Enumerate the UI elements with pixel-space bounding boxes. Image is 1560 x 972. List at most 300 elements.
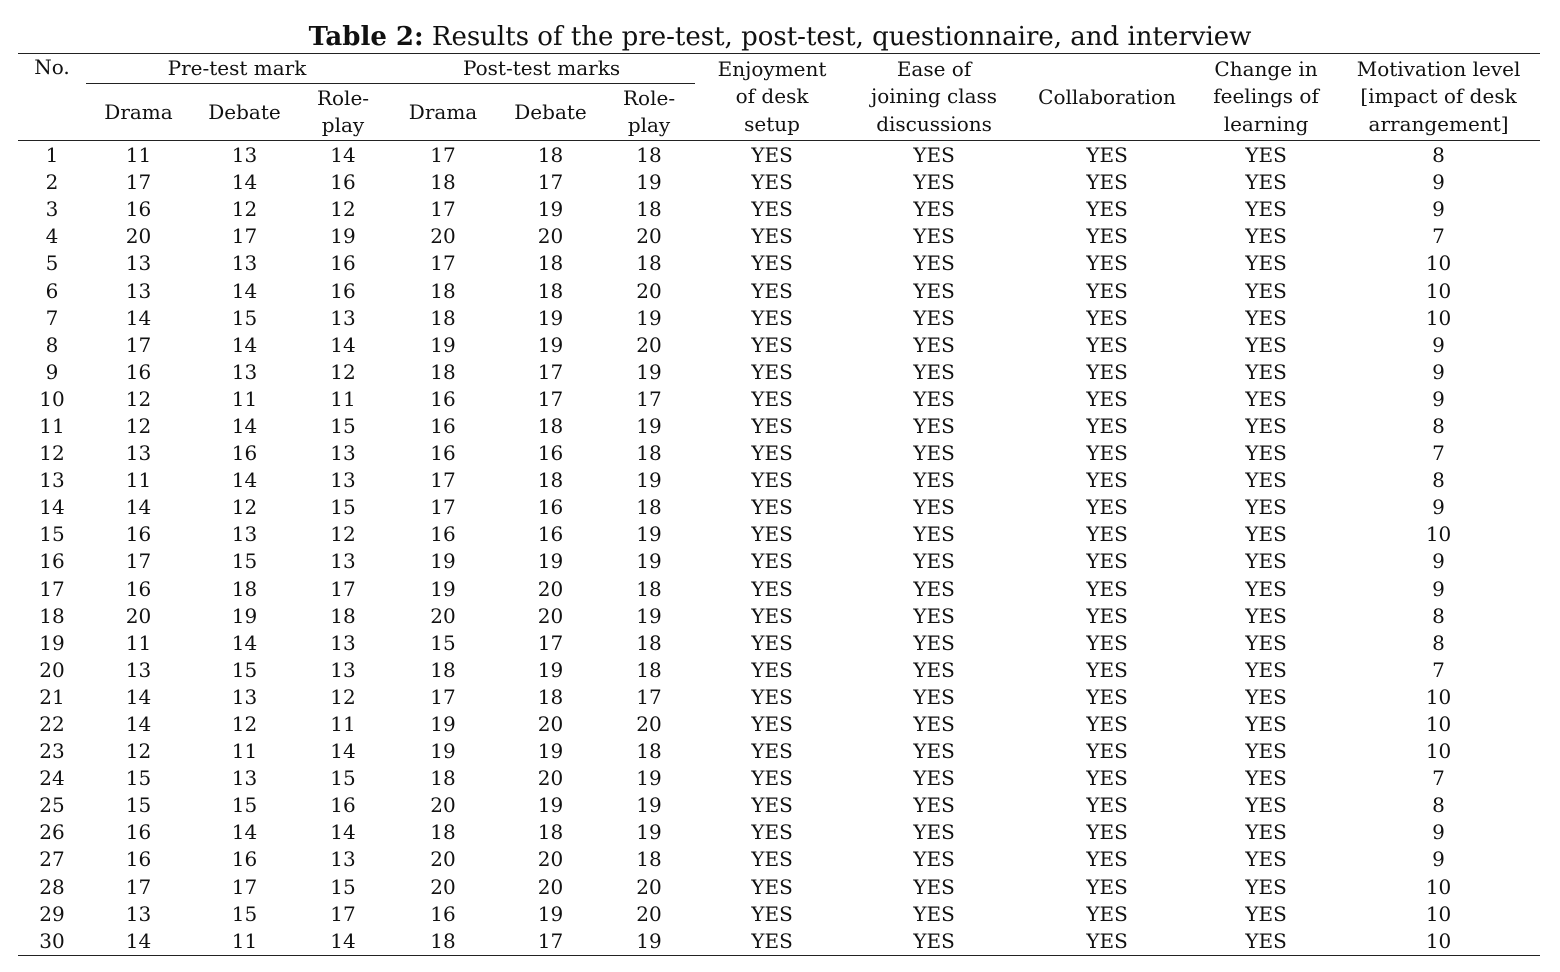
cell-post-drama: 16 [430,522,456,547]
table-row [18,630,1540,657]
cell-pre-role-play: 17 [330,576,356,601]
cell-post-drama: 18 [430,359,456,384]
cell-change-in-feelings: YES [1245,576,1287,601]
cell-pre-drama: 14 [125,684,152,709]
cell-change-in-feelings: YES [1245,468,1287,493]
cell-collaboration: YES [1086,820,1128,845]
cell-pre-debate: 11 [231,739,258,764]
cell-collaboration: YES [1086,170,1128,195]
cell-pre-role-play: 18 [330,603,356,628]
cell-post-drama: 17 [430,143,456,168]
table-row [18,928,1540,956]
cell-ease-of-joining: YES [913,413,955,438]
cell-ease-of-joining: YES [913,332,955,357]
cell-collaboration: YES [1086,197,1128,222]
cell-post-drama: 18 [430,820,456,845]
cell-no: 15 [39,522,65,547]
cell-no: 14 [39,495,65,520]
cell-pre-drama: 17 [125,332,152,357]
cell-post-drama: 20 [430,603,456,628]
cell-post-debate: 19 [537,739,564,764]
cell-change-in-feelings: YES [1245,820,1287,845]
cell-pre-drama: 11 [125,468,152,493]
cell-post-role-play: 19 [636,766,662,791]
cell-post-drama: 15 [430,630,456,655]
cell-motivation-level: 10 [1425,305,1452,330]
cell-change-in-feelings: YES [1245,630,1287,655]
caption-text: Results of the pre-test, post-test, questionnaire, and interview [423,22,1252,52]
cell-collaboration: YES [1086,413,1128,438]
cell-post-drama: 17 [430,468,456,493]
cell-pre-role-play: 14 [330,739,356,764]
cell-no: 18 [39,603,65,628]
cell-ease-of-joining: YES [913,495,955,520]
cell-pre-debate: 14 [231,332,258,357]
cell-collaboration: YES [1086,305,1128,330]
cell-post-drama: 16 [430,441,456,466]
cell-enjoyment: YES [751,874,793,899]
cell-enjoyment: YES [751,413,793,438]
cell-pre-debate: 12 [231,712,258,737]
cell-motivation-level: 8 [1432,468,1445,493]
cell-enjoyment: YES [751,630,793,655]
cell-pre-role-play: 11 [330,712,356,737]
cell-enjoyment: YES [751,197,793,222]
cell-post-debate: 20 [537,603,564,628]
cell-no: 27 [39,847,65,872]
cell-no: 12 [39,441,65,466]
cell-change-in-feelings: YES [1245,143,1287,168]
cell-post-role-play: 19 [636,928,662,953]
cell-enjoyment: YES [751,143,793,168]
caption-label: Table 2: [308,22,424,52]
cell-ease-of-joining: YES [913,522,955,547]
cell-enjoyment: YES [751,359,793,384]
cell-ease-of-joining: YES [913,928,955,953]
cell-motivation-level: 7 [1432,441,1445,466]
cell-post-drama: 18 [430,170,456,195]
cell-pre-role-play: 12 [330,522,356,547]
cell-post-role-play: 19 [636,305,662,330]
cell-ease-of-joining: YES [913,549,955,574]
cell-post-debate: 17 [537,170,564,195]
table-row [18,494,1540,521]
cell-pre-drama: 20 [125,603,152,628]
cell-no: 28 [39,874,65,899]
table-row [18,874,1540,901]
cell-post-role-play: 19 [636,359,662,384]
cell-change-in-feelings: YES [1245,413,1287,438]
cell-change-in-feelings: YES [1245,441,1287,466]
cell-pre-debate: 11 [231,386,258,411]
cell-pre-debate: 13 [231,522,258,547]
cell-ease-of-joining: YES [913,359,955,384]
cell-enjoyment: YES [751,305,793,330]
table-row [18,467,1540,494]
cell-no: 22 [39,712,65,737]
cell-pre-drama: 11 [125,143,152,168]
cell-collaboration: YES [1086,143,1128,168]
cell-change-in-feelings: YES [1245,928,1287,953]
table-body [18,141,1540,956]
header-post-role-play: Role- play [603,84,695,141]
cell-post-drama: 20 [430,847,456,872]
cell-no: 21 [39,684,65,709]
cell-post-debate: 19 [537,549,564,574]
cell-enjoyment: YES [751,820,793,845]
table-row [18,846,1540,873]
cell-post-debate: 18 [537,684,564,709]
cell-pre-drama: 17 [125,549,152,574]
cell-post-role-play: 19 [636,522,662,547]
cell-collaboration: YES [1086,712,1128,737]
cell-pre-role-play: 12 [330,359,356,384]
cell-no: 26 [39,820,65,845]
cell-pre-drama: 14 [125,305,152,330]
cell-pre-drama: 12 [125,739,152,764]
cell-pre-role-play: 13 [330,305,356,330]
cell-pre-drama: 20 [125,224,152,249]
cell-pre-role-play: 13 [330,468,356,493]
cell-change-in-feelings: YES [1245,386,1287,411]
cell-pre-role-play: 15 [330,495,356,520]
cell-post-role-play: 20 [636,332,662,357]
cell-enjoyment: YES [751,495,793,520]
cell-enjoyment: YES [751,766,793,791]
cell-post-drama: 18 [430,928,456,953]
cell-pre-drama: 14 [125,495,152,520]
cell-pre-debate: 19 [231,603,258,628]
cell-no: 10 [39,386,65,411]
cell-post-debate: 16 [537,441,564,466]
cell-ease-of-joining: YES [913,684,955,709]
cell-motivation-level: 8 [1432,143,1445,168]
cell-pre-debate: 13 [231,143,258,168]
cell-enjoyment: YES [751,224,793,249]
cell-no: 13 [39,468,65,493]
cell-motivation-level: 10 [1425,278,1452,303]
table-row [18,684,1540,711]
cell-post-drama: 17 [430,251,456,276]
cell-pre-debate: 12 [231,495,258,520]
cell-pre-drama: 13 [125,278,152,303]
header-post-test: Post-test marks [388,54,695,84]
cell-ease-of-joining: YES [913,251,955,276]
cell-collaboration: YES [1086,603,1128,628]
cell-post-debate: 19 [537,793,564,818]
cell-post-drama: 18 [430,305,456,330]
cell-ease-of-joining: YES [913,874,955,899]
cell-pre-drama: 17 [125,170,152,195]
cell-pre-role-play: 14 [330,332,356,357]
cell-pre-debate: 15 [231,657,258,682]
cell-change-in-feelings: YES [1245,522,1287,547]
cell-post-role-play: 18 [636,847,662,872]
cell-pre-role-play: 13 [330,847,356,872]
cell-ease-of-joining: YES [913,224,955,249]
cell-no: 2 [45,170,59,195]
cell-post-drama: 17 [430,495,456,520]
cell-collaboration: YES [1086,847,1128,872]
cell-post-debate: 16 [537,522,564,547]
table-row [18,657,1540,684]
cell-post-drama: 19 [430,712,456,737]
cell-motivation-level: 8 [1432,603,1445,628]
cell-change-in-feelings: YES [1245,766,1287,791]
cell-ease-of-joining: YES [913,766,955,791]
cell-collaboration: YES [1086,332,1128,357]
cell-collaboration: YES [1086,630,1128,655]
cell-post-drama: 18 [430,766,456,791]
cell-pre-role-play: 16 [330,793,356,818]
cell-change-in-feelings: YES [1245,603,1287,628]
cell-pre-drama: 16 [125,359,152,384]
cell-motivation-level: 10 [1425,739,1452,764]
cell-post-debate: 19 [537,332,564,357]
cell-post-drama: 17 [430,197,456,222]
cell-pre-drama: 15 [125,766,152,791]
cell-no: 23 [39,739,65,764]
cell-change-in-feelings: YES [1245,332,1287,357]
cell-enjoyment: YES [751,739,793,764]
cell-post-drama: 16 [430,386,456,411]
cell-collaboration: YES [1086,793,1128,818]
cell-collaboration: YES [1086,386,1128,411]
cell-pre-role-play: 13 [330,657,356,682]
cell-collaboration: YES [1086,874,1128,899]
table-row [18,711,1540,738]
cell-pre-debate: 13 [231,359,258,384]
table-row [18,141,1540,170]
cell-post-debate: 20 [537,847,564,872]
cell-no: 4 [45,224,59,249]
cell-no: 8 [45,332,59,357]
cell-post-role-play: 18 [636,441,662,466]
cell-motivation-level: 10 [1425,928,1452,953]
cell-post-debate: 18 [537,251,564,276]
cell-motivation-level: 10 [1425,251,1452,276]
cell-post-debate: 20 [537,712,564,737]
cell-post-debate: 18 [537,468,564,493]
header-enjoyment: Enjoyment of desk setup [695,54,849,141]
cell-motivation-level: 10 [1425,522,1452,547]
cell-change-in-feelings: YES [1245,549,1287,574]
cell-collaboration: YES [1086,928,1128,953]
cell-post-role-play: 20 [636,278,662,303]
table-row [18,548,1540,575]
cell-change-in-feelings: YES [1245,495,1287,520]
cell-no: 6 [45,278,59,303]
cell-pre-role-play: 13 [330,549,356,574]
table-caption [0,20,1560,54]
cell-ease-of-joining: YES [913,305,955,330]
cell-pre-debate: 14 [231,170,258,195]
cell-enjoyment: YES [751,657,793,682]
cell-no: 16 [39,549,65,574]
cell-ease-of-joining: YES [913,386,955,411]
cell-pre-role-play: 16 [330,170,356,195]
cell-collaboration: YES [1086,441,1128,466]
cell-pre-debate: 15 [231,901,258,926]
header-pre-debate: Debate [191,84,298,141]
cell-post-drama: 20 [430,224,456,249]
cell-pre-debate: 17 [231,874,258,899]
cell-pre-role-play: 16 [330,278,356,303]
cell-change-in-feelings: YES [1245,170,1287,195]
cell-enjoyment: YES [751,251,793,276]
cell-collaboration: YES [1086,522,1128,547]
cell-motivation-level: 9 [1432,197,1445,222]
cell-change-in-feelings: YES [1245,197,1287,222]
cell-ease-of-joining: YES [913,441,955,466]
cell-motivation-level: 7 [1432,657,1445,682]
cell-ease-of-joining: YES [913,278,955,303]
cell-pre-drama: 15 [125,793,152,818]
cell-motivation-level: 9 [1432,495,1445,520]
cell-pre-role-play: 14 [330,928,356,953]
cell-change-in-feelings: YES [1245,739,1287,764]
cell-post-debate: 20 [537,766,564,791]
cell-change-in-feelings: YES [1245,224,1287,249]
cell-motivation-level: 9 [1432,549,1445,574]
cell-post-role-play: 19 [636,170,662,195]
cell-ease-of-joining: YES [913,468,955,493]
cell-post-debate: 20 [537,576,564,601]
cell-pre-role-play: 16 [330,251,356,276]
cell-change-in-feelings: YES [1245,278,1287,303]
table-row [18,901,1540,928]
header-post-debate: Debate [498,84,603,141]
table-row [18,765,1540,792]
cell-enjoyment: YES [751,684,793,709]
cell-pre-role-play: 12 [330,197,356,222]
cell-collaboration: YES [1086,224,1128,249]
cell-collaboration: YES [1086,901,1128,926]
table-row [18,386,1540,413]
cell-no: 24 [39,766,65,791]
cell-post-role-play: 19 [636,820,662,845]
cell-post-role-play: 18 [636,251,662,276]
cell-pre-drama: 16 [125,522,152,547]
cell-ease-of-joining: YES [913,197,955,222]
cell-post-drama: 16 [430,413,456,438]
cell-enjoyment: YES [751,576,793,601]
cell-pre-debate: 14 [231,820,258,845]
cell-post-role-play: 19 [636,603,662,628]
cell-pre-debate: 14 [231,468,258,493]
cell-post-debate: 17 [537,386,564,411]
cell-ease-of-joining: YES [913,739,955,764]
table-row [18,413,1540,440]
cell-post-role-play: 18 [636,739,662,764]
cell-post-debate: 17 [537,359,564,384]
cell-pre-debate: 14 [231,278,258,303]
cell-pre-role-play: 14 [330,820,356,845]
cell-post-role-play: 20 [636,712,662,737]
cell-ease-of-joining: YES [913,630,955,655]
cell-no: 1 [45,143,59,168]
header-pre-role-play: Role- play [298,84,388,141]
cell-pre-role-play: 17 [330,901,356,926]
table-row [18,250,1540,277]
cell-post-role-play: 19 [636,413,662,438]
cell-pre-role-play: 19 [330,224,356,249]
cell-ease-of-joining: YES [913,712,955,737]
cell-post-debate: 19 [537,901,564,926]
cell-motivation-level: 10 [1425,712,1452,737]
cell-post-role-play: 20 [636,901,662,926]
header-collaboration: Collaboration [1019,54,1195,141]
table-row [18,603,1540,630]
table-row [18,332,1540,359]
cell-pre-drama: 13 [125,901,152,926]
cell-pre-debate: 13 [231,684,258,709]
cell-change-in-feelings: YES [1245,901,1287,926]
cell-pre-drama: 16 [125,847,152,872]
cell-motivation-level: 10 [1425,684,1452,709]
cell-post-debate: 20 [537,224,564,249]
cell-no: 11 [39,413,65,438]
cell-collaboration: YES [1086,576,1128,601]
header-ease-of-joining: Ease of joining class discussions [849,54,1019,141]
cell-ease-of-joining: YES [913,657,955,682]
cell-motivation-level: 9 [1432,576,1445,601]
cell-pre-drama: 13 [125,657,152,682]
header-pre-test: Pre-test mark [86,54,388,84]
results-table [18,53,1540,956]
cell-motivation-level: 10 [1425,901,1452,926]
cell-post-drama: 20 [430,793,456,818]
cell-post-role-play: 18 [636,657,662,682]
cell-ease-of-joining: YES [913,901,955,926]
cell-collaboration: YES [1086,495,1128,520]
cell-collaboration: YES [1086,549,1128,574]
cell-no: 7 [45,305,59,330]
cell-post-role-play: 18 [636,576,662,601]
cell-ease-of-joining: YES [913,143,955,168]
cell-post-debate: 17 [537,630,564,655]
cell-enjoyment: YES [751,278,793,303]
cell-pre-drama: 16 [125,820,152,845]
cell-pre-drama: 14 [125,712,152,737]
cell-enjoyment: YES [751,793,793,818]
cell-pre-debate: 14 [231,413,258,438]
cell-pre-drama: 13 [125,251,152,276]
cell-post-drama: 18 [430,657,456,682]
table-row [18,819,1540,846]
header-post-drama: Drama [388,84,498,141]
cell-post-role-play: 19 [636,549,662,574]
header-change-in-feelings: Change in feelings of learning [1195,54,1337,141]
cell-post-debate: 20 [537,874,564,899]
table-row [18,359,1540,386]
cell-pre-drama: 12 [125,413,152,438]
cell-pre-debate: 13 [231,251,258,276]
header-motivation-level: Motivation level [impact of desk arrangement] [1337,54,1540,141]
cell-ease-of-joining: YES [913,576,955,601]
cell-post-drama: 18 [430,278,456,303]
cell-enjoyment: YES [751,603,793,628]
cell-collaboration: YES [1086,278,1128,303]
cell-enjoyment: YES [751,522,793,547]
cell-collaboration: YES [1086,359,1128,384]
cell-post-drama: 19 [430,576,456,601]
cell-change-in-feelings: YES [1245,684,1287,709]
cell-pre-role-play: 13 [330,441,356,466]
cell-motivation-level: 9 [1432,332,1445,357]
cell-ease-of-joining: YES [913,170,955,195]
cell-pre-drama: 14 [125,928,152,953]
